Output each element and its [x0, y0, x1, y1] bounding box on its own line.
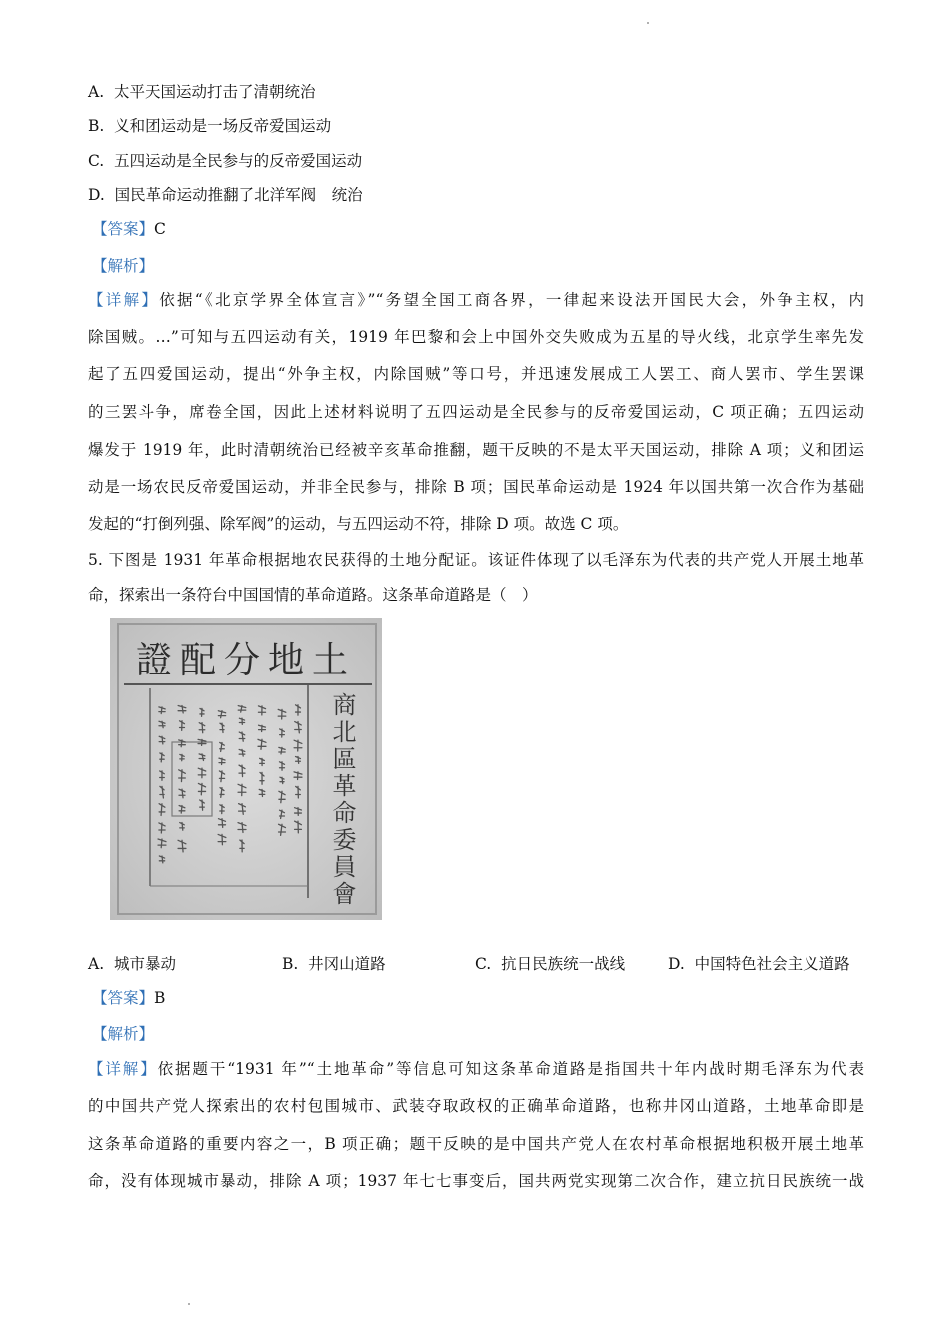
q5-option-a[interactable]: A. 城市暴动 — [88, 955, 176, 973]
top-dot — [647, 22, 649, 24]
bottom-dot — [188, 1303, 190, 1305]
q4-option-d[interactable]: D. 国民革命运动推翻了北洋军阀 统治 — [88, 186, 363, 204]
certificate-issuer: 商北區革命委員會 — [328, 692, 356, 908]
q5-detail-line-4: 命，没有体现城市暴动，排除 A 项；1937 年七七事变后，国共两党实现第二次合作，建立抗日民族统一战 — [88, 1172, 864, 1190]
q4-option-c[interactable]: C. 五四运动是全民参与的反帝爱国运动 — [88, 152, 363, 170]
q4-option-a[interactable]: A. 太平天国运动打击了清朝统治 — [88, 83, 316, 101]
q5-option-b[interactable]: B. 井冈山道路 — [282, 955, 386, 973]
q4-detail-line-5: 爆发于 1919 年，此时清朝统治已经被辛亥革命推翻，题干反映的不是太平天国运动，排除 A 项；义和团运 — [88, 441, 864, 459]
q5-option-d[interactable]: D. 中国特色社会主义道路 — [668, 955, 850, 973]
q4-detail-line-3: 起了五四爱国运动，提出“外争主权，内除国贼”等口号，并迅速发展成工人罢工、商人罢市、学生罢课 — [88, 365, 864, 383]
detail-label: 【详解】 — [88, 291, 160, 309]
answer-label: 【答案】 — [92, 989, 155, 1007]
q5-analysis — [92, 1024, 868, 1044]
q4-detail-line-7: 发起的“打倒列强、除军阀”的运动，与五四运动不符，排除 D 项。故选 C 项。 — [88, 515, 629, 533]
q4-detail-line-4: 的三罢斗争，席卷全国，因此上述材料说明了五四运动是全民参与的反帝爱国运动，C 项正确；五四运动 — [88, 403, 864, 421]
q4-detail-line-1: 【详解】依据“《北京学界全体宣言》”“务望全国工商各界，一律起来设法开国民大会，外争主权，内 — [88, 291, 864, 309]
answer-value: C — [154, 220, 166, 238]
land-certificate-photo — [110, 618, 382, 920]
analysis-label: 【解析】 — [92, 1025, 155, 1043]
q5-detail-line-2: 的中国共产党人探索出的农村包围城市、武装夺取政权的正确革命道路，也称井冈山道路，土地革命即是 — [88, 1097, 864, 1115]
q4-option-b[interactable]: B. 义和团运动是一场反帝爱国运动 — [88, 117, 332, 135]
detail-label: 【详解】 — [88, 1060, 158, 1078]
q5-option-c[interactable]: C. 抗日民族统一战线 — [475, 955, 626, 973]
q4-detail-line-6: 动是一场农民反帝爱国运动，并非全民参与，排除 B 项；国民革命运动是 1924 年以国共第一次合作为基础 — [88, 478, 864, 496]
q4-analysis — [92, 256, 868, 276]
q5-answer — [92, 988, 868, 1008]
analysis-label: 【解析】 — [92, 257, 155, 275]
q5-stem-line-1: 5. 下图是 1931 年革命根据地农民获得的土地分配证。该证件体现了以毛泽东为代表的共产党人开展土地革 — [88, 551, 864, 569]
q5-detail-line-1: 【详解】依据题干“1931 年”“土地革命”等信息可知这条革命道路是指国共十年内战时期毛泽东为代表 — [88, 1060, 864, 1078]
certificate-title: 證配分地土 — [135, 640, 357, 681]
answer-value: B — [154, 989, 166, 1007]
q4-answer — [92, 219, 868, 239]
q5-detail-line-3: 这条革命道路的重要内容之一，B 项正确；题干反映的是中国共产党人在农村革命根据地积极开展土地革 — [88, 1135, 864, 1153]
q4-detail-line-2: 除国贼。…”可知与五四运动有关，1919 年巴黎和会上中国外交失败成为五星的导火线，北京学生率先发 — [88, 328, 864, 346]
q5-stem-line-2: 命，探索出一条符台中国国情的革命道路。这条革命道路是（ ） — [88, 586, 538, 604]
answer-label: 【答案】 — [92, 220, 155, 238]
